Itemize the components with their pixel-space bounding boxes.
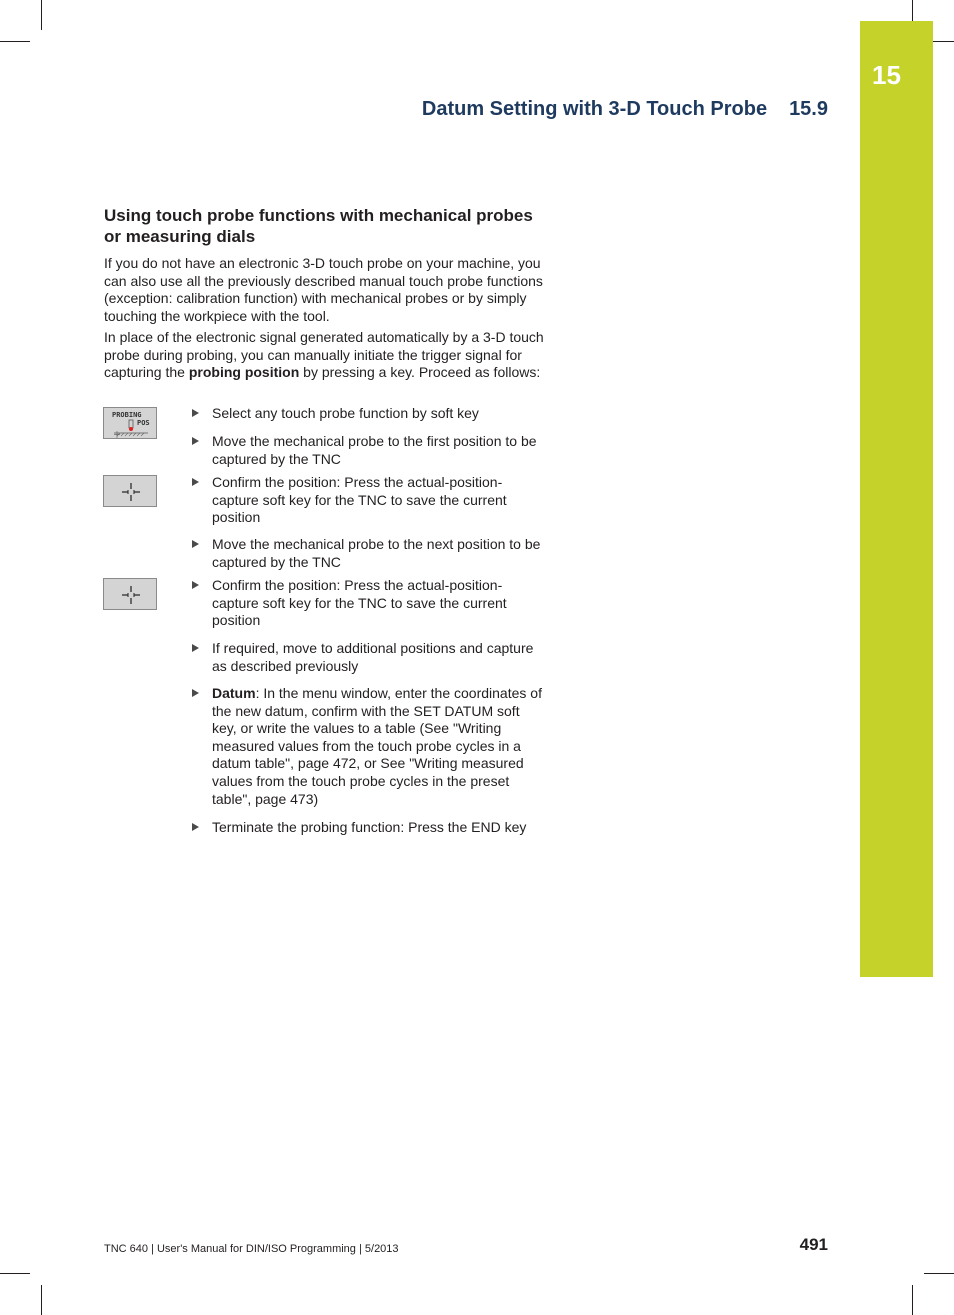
crosshair-icon bbox=[104, 579, 158, 611]
step-text: Terminate the probing function: Press the END key bbox=[212, 819, 527, 835]
step-text: : In the menu window, enter the coordinates of the new datum, confirm with the SET DATUM soft key, or write the values to a table (See "Writing measured values from the touch probe cycles in a datum table", page 472, or See "Writing measured values from the touch probe cycles in the preset table", page 473) bbox=[212, 685, 542, 807]
step-text: Select any touch probe function by soft key bbox=[212, 405, 479, 421]
actual-position-capture-softkey-icon bbox=[103, 475, 157, 507]
step-item bbox=[212, 685, 547, 808]
step-item bbox=[212, 536, 547, 571]
bullet-arrow-icon bbox=[192, 644, 199, 652]
crop-mark bbox=[41, 0, 42, 30]
bullet-arrow-icon bbox=[192, 437, 199, 445]
procedure-paragraph bbox=[104, 329, 544, 382]
intro-paragraph: If you do not have an electronic 3-D touch probe on your machine, you can also use all the previously described manual touch probe functions (exception: calibration function) with mechanical probes or by simply touching the workpiece with the tool. bbox=[104, 255, 543, 324]
bullet-arrow-icon bbox=[192, 409, 199, 417]
bullet-arrow-icon bbox=[192, 689, 199, 697]
section-title: Using touch probe functions with mechanical probes or measuring dials bbox=[104, 206, 533, 246]
crosshair-icon bbox=[104, 476, 158, 508]
step-keyword: Datum bbox=[212, 685, 256, 701]
bullet-arrow-icon bbox=[192, 823, 199, 831]
step-item bbox=[212, 640, 547, 675]
header-title: Datum Setting with 3-D Touch Probe bbox=[421, 98, 768, 120]
paragraph-text: by pressing a key. Proceed as follows: bbox=[299, 364, 541, 381]
header-section-number: 15.9 bbox=[789, 98, 828, 120]
softkey-label: PROBING bbox=[112, 411, 142, 419]
crop-mark bbox=[0, 41, 30, 42]
step-text: If required, move to additional positions and capture as described previously bbox=[212, 640, 534, 674]
crop-mark bbox=[0, 1273, 30, 1274]
bullet-arrow-icon bbox=[192, 540, 199, 548]
step-item bbox=[212, 474, 547, 527]
step-text: Confirm the position: Press the actual-position-capture soft key for the TNC to save the current position bbox=[212, 474, 507, 526]
step-text: Move the mechanical probe to the next position to be captured by the TNC bbox=[212, 536, 541, 570]
step-item bbox=[212, 433, 547, 468]
paragraph-emphasis: probing position bbox=[188, 364, 300, 381]
bullet-arrow-icon bbox=[192, 581, 199, 589]
crop-mark bbox=[912, 1285, 913, 1315]
paragraph-text: In place of the electronic signal generated automatically by a 3-D touch probe during probing, you can manually initiate the trigger signal for capturing the bbox=[104, 329, 544, 381]
chapter-number: 15 bbox=[872, 60, 901, 90]
running-header bbox=[422, 98, 828, 121]
page-number: 491 bbox=[799, 1235, 828, 1254]
step-item bbox=[212, 819, 547, 837]
probe-tip-icon bbox=[104, 408, 158, 440]
step-item bbox=[212, 405, 547, 423]
crop-mark bbox=[924, 1273, 954, 1274]
footer-text: TNC 640 | User's Manual for DIN/ISO Programming | 5/2013 bbox=[104, 1243, 399, 1255]
crop-mark bbox=[41, 1285, 42, 1315]
softkey-label: POS bbox=[137, 419, 150, 427]
step-item bbox=[212, 577, 547, 630]
step-text: Confirm the position: Press the actual-position-capture soft key for the TNC to save the current position bbox=[212, 577, 507, 629]
step-text: Move the mechanical probe to the first position to be captured by the TNC bbox=[212, 433, 537, 467]
actual-position-capture-softkey-icon bbox=[103, 578, 157, 610]
bullet-arrow-icon bbox=[192, 478, 199, 486]
probing-pos-softkey-icon bbox=[103, 407, 157, 439]
chapter-tab bbox=[860, 21, 933, 977]
